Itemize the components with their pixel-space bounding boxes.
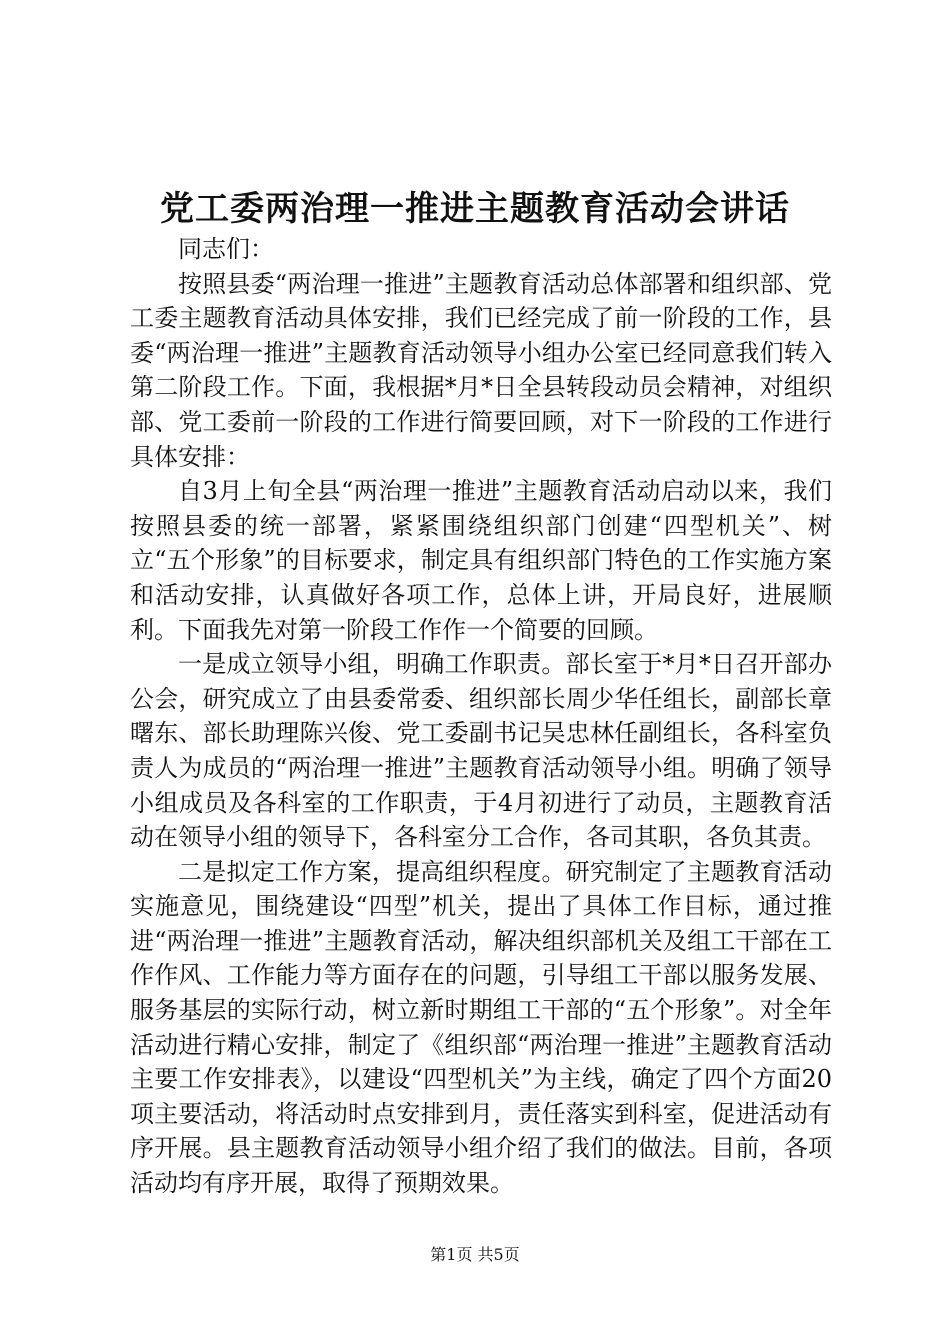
paragraph-point-two: 二是拟定工作方案，提高组织程度。研究制定了主题教育活动实施意见，围绕建设“四型”机关，提出了具体工作目标，通过推进“两治理一推进”主题教育活动，解决组织部机关及组工干部在工作作风、工作能力等方面存在的问题，引导组工干部以服务发展、服务基层的实际行动，树立新时期组工干部的“五个形象”。对全年活动进行精心安排，制定了《组织部“两治理一推进”主题教育活动主要工作安排表》，以建设“四型机关”为主线，确定了四个方面20项主要活动，将活动时点安排到月，责任落实到科室，促进活动有序开展。县主题教育活动领导小组介绍了我们的做法。目前，各项活动均有序开展，取得了预期效果。: [130, 857, 832, 1198]
paragraph-point-one: 一是成立领导小组，明确工作职责。部长室于*月*日召开部办公会，研究成立了由县委常委、组织部长周少华任组长，副部长章曙东、部长助理陈兴俊、党工委副书记吴忠林任副组长，各科室负责人为成员的“两治理一推进”主题教育活动领导小组。明确了领导小组成员及各科室的工作职责，于4月初进行了动员，主题教育活动在领导小组的领导下，各科室分工合作，各司其职，各负其责。: [130, 650, 832, 852]
document-body: [130, 232, 832, 1201]
page-number-indicator: 第1页 共5页: [430, 1245, 520, 1264]
paragraph-intro: 按照县委“两治理一推进”主题教育活动总体部署和组织部、党工委主题教育活动具体安排，我们已经完成了前一阶段的工作，县委“两治理一推进”主题教育活动领导小组办公室已经同意我们转入第二阶段工作。下面，我根据*月*日全县转段动员会精神，对组织部、党工委前一阶段的工作进行简要回顾，对下一阶段的工作进行具体安排：: [130, 269, 832, 471]
document-title: 党工委两治理一推进主题教育活动会讲话: [160, 189, 790, 229]
salutation: 同志们：: [178, 235, 274, 263]
paragraph-review: 自3月上旬全县“两治理一推进”主题教育活动启动以来，我们按照县委的统一部署，紧紧围绕组织部门创建“四型机关”、树立“五个形象”的目标要求，制定具有组织部门特色的工作实施方案和活动安排，认真做好各项工作，总体上讲，开局良好，进展顺利。下面我先对第一阶段工作作一个简要的回顾。: [130, 477, 832, 644]
page-footer: [0, 1243, 950, 1267]
